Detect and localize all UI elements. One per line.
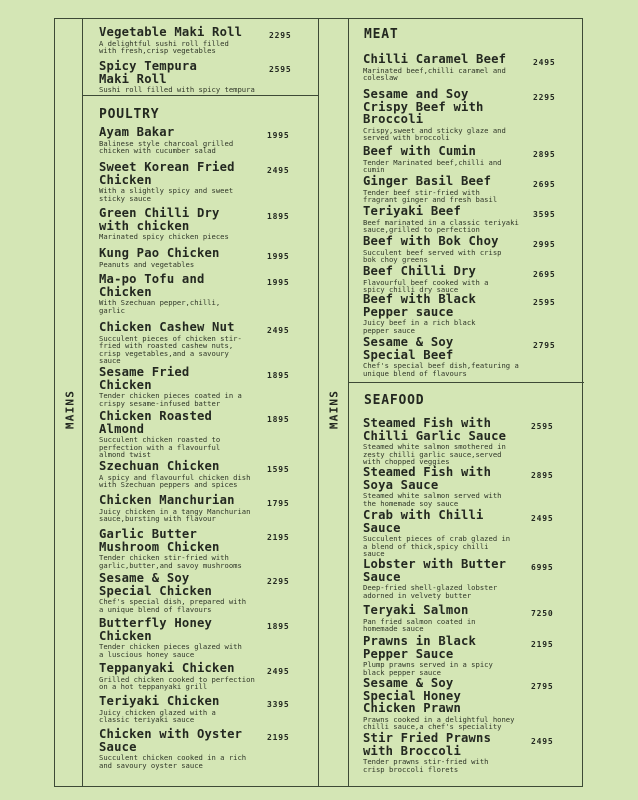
item-price: 1995: [267, 278, 290, 287]
item-description: Beef marinated in a classic teriyaki sauce,grilled to perfection: [363, 217, 519, 235]
item-price: 2195: [267, 733, 290, 742]
item-name: Spicy Tempura Maki Roll: [99, 59, 197, 86]
item-price: 1895: [267, 622, 290, 631]
menu-item: [363, 417, 533, 466]
item-name: Prawns in Black Pepper Sauce: [363, 634, 477, 661]
item-name: Lobster with Butter Sauce: [363, 557, 507, 584]
item-description: Steamed white salmon served with the homemade soy sauce: [363, 491, 502, 508]
item-description: Chef's special dish, prepared with a unique blend of flavours: [99, 597, 247, 614]
item-name: Sesame & Soy Special Honey Chicken Prawn: [363, 676, 461, 715]
item-price: 1895: [267, 212, 290, 221]
right-section-divider: [349, 382, 584, 383]
menu-item: [99, 366, 264, 407]
item-price: 2295: [269, 31, 292, 40]
item-description: Succulent chicken roasted to perfection with a flavourful almond twist: [99, 435, 221, 460]
menu-item: [99, 572, 264, 613]
item-description: Succulent beef served with crisp bok choy greens: [363, 247, 502, 265]
item-name: Sesame & Soy Special Beef: [363, 335, 454, 362]
item-price: 2595: [533, 298, 556, 307]
item-name: Crab with Chilli Sauce: [363, 508, 484, 535]
item-price: 3395: [267, 700, 290, 709]
item-description: Tender prawns stir-fried with crisp broccoli florets: [363, 757, 489, 774]
item-name: Chicken Cashew Nut: [99, 320, 235, 334]
menu-item: [99, 247, 264, 268]
item-name: Ma-po Tofu and Chicken: [99, 272, 205, 299]
item-price: 7250: [531, 609, 554, 618]
item-description: Juicy chicken in a tangy Manchurian sauce,bursting with flavour: [99, 506, 251, 524]
item-name: Garlic Butter Mushroom Chicken: [99, 527, 220, 554]
item-price: 2895: [531, 471, 554, 480]
item-name: Beef with Cumin: [363, 144, 477, 158]
item-name: Teppanyaki Chicken: [99, 661, 235, 675]
item-name: Green Chilli Dry with chicken: [99, 206, 220, 233]
left-section-divider: [83, 95, 318, 96]
item-price: 2795: [533, 341, 556, 350]
item-price: 2495: [267, 166, 290, 175]
item-description: Tender chicken stir-fried with garlic,butter,and savoy mushrooms: [99, 553, 242, 570]
item-description: With Szechuan pepper,chilli, garlic: [99, 298, 221, 315]
item-description: Sushi roll filled with spicy tempura: [99, 85, 255, 94]
item-description: Flavourful beef cooked with a spicy chilli dry sauce: [363, 277, 489, 295]
item-name: Sesame Fried Chicken: [99, 365, 190, 392]
item-price: 1795: [267, 499, 290, 508]
item-price: 2495: [267, 326, 290, 335]
item-name: Chilli Caramel Beef: [363, 52, 507, 66]
item-name: Ginger Basil Beef: [363, 174, 492, 188]
item-description: Marinated beef,chilli caramel and coleslaw: [363, 65, 506, 83]
item-description: Succulent pieces of crab glazed in a blend of thick,spicy chilli sauce: [363, 534, 511, 559]
menu-item: [99, 26, 264, 55]
menu-item: [99, 460, 264, 489]
item-description: Juicy chicken glazed with a classic teriyaki sauce: [99, 707, 216, 725]
item-description: Juicy beef in a rich black pepper sauce: [363, 318, 476, 335]
item-name: Szechuan Chicken: [99, 459, 220, 473]
menu-item: [99, 662, 264, 691]
item-name: Teriyaki Beef: [363, 204, 461, 218]
menu-item: [99, 321, 264, 365]
menu-item: [99, 126, 264, 155]
menu-item: [363, 175, 533, 204]
menu-item: [99, 728, 264, 769]
item-price: 2495: [267, 667, 290, 676]
item-description: Prawns cooked in a delightful honey chilli sauce,a chef's speciality: [363, 714, 515, 732]
item-price: 2295: [267, 577, 290, 586]
menu-item: [99, 410, 264, 459]
right-divider: [348, 19, 349, 786]
item-description: Peanuts and vegetables: [99, 259, 195, 269]
item-description: Crispy,sweet and sticky glaze and served with broccoli: [363, 125, 506, 143]
item-name: Stir Fried Prawns with Broccoli: [363, 731, 492, 758]
item-description: Plump prawns served in a spicy black pepper sauce: [363, 660, 493, 677]
item-price: 2495: [533, 58, 556, 67]
item-description: With a slightly spicy and sweet sticky sauce: [99, 186, 234, 203]
item-price: 3595: [533, 210, 556, 219]
menu-item: [363, 293, 533, 334]
item-price: 1595: [267, 465, 290, 474]
item-price: 2695: [533, 270, 556, 279]
menu-item: [363, 466, 533, 507]
item-description: Marinated spicy chicken pieces: [99, 232, 229, 241]
item-description: Steamed white salmon smothered in zesty chilli garlic sauce,served with chopped veggies: [363, 442, 506, 467]
item-name: Steamed Fish with Soya Sauce: [363, 465, 492, 492]
item-price: 2495: [531, 514, 554, 523]
menu-item: [363, 558, 533, 599]
mains-label-left: MAINS: [63, 389, 77, 430]
item-description: Tender chicken pieces glazed with a luscious honey sauce: [99, 642, 242, 659]
item-name: Steamed Fish with Chilli Garlic Sauce: [363, 416, 507, 443]
item-name: Sweet Korean Fried Chicken: [99, 160, 235, 187]
left-divider: [82, 19, 83, 786]
item-price: 2195: [267, 533, 290, 542]
item-name: Sesame & Soy Special Chicken: [99, 571, 213, 598]
item-price: 2595: [269, 65, 292, 74]
item-price: 1895: [267, 415, 290, 424]
item-price: 2495: [531, 737, 554, 746]
menu-item: [99, 695, 264, 724]
menu-item: [363, 265, 533, 294]
menu-item: [363, 336, 533, 377]
item-price: 2295: [533, 93, 556, 102]
item-description: A delightful sushi roll filled with fresh,crisp vegetables: [99, 38, 229, 56]
menu-item: [363, 88, 533, 142]
menu-item: [363, 509, 533, 558]
item-price: 2595: [531, 422, 554, 431]
item-price: 2795: [531, 682, 554, 691]
item-name: Chicken Manchurian: [99, 493, 235, 507]
menu-item: [99, 273, 264, 314]
menu-item: [363, 205, 533, 234]
menu-item: [363, 604, 533, 633]
item-name: Beef with Bok Choy: [363, 234, 499, 248]
item-name: Beef with Black Pepper sauce: [363, 292, 477, 319]
menu-item: [363, 635, 533, 676]
menu-item: [99, 161, 264, 202]
item-description: Balinese style charcoal grilled chicken with cucumber salad: [99, 138, 234, 156]
item-name: Chicken with Oyster Sauce: [99, 727, 243, 754]
item-price: 1995: [267, 131, 290, 140]
seafood-title: SEAFOOD: [364, 393, 425, 408]
menu-item: [363, 235, 533, 264]
menu-item: [99, 528, 264, 569]
item-name: Beef Chilli Dry: [363, 264, 477, 278]
item-name: Ayam Bakar: [99, 125, 175, 139]
item-price: 1895: [267, 371, 290, 380]
item-description: Deep-fried shell-glazed lobster adorned in velvety butter: [363, 583, 498, 600]
item-price: 2895: [533, 150, 556, 159]
item-name: Kung Pao Chicken: [99, 246, 220, 260]
item-price: 2195: [531, 640, 554, 649]
menu-item: [99, 494, 264, 523]
item-description: Succulent chicken cooked in a rich and savoury oyster sauce: [99, 753, 247, 770]
item-description: Succulent pieces of chicken stir- fried with roasted cashew nuts, crisp vegetables,and a savoury sauce: [99, 333, 242, 366]
menu-item: [99, 617, 264, 658]
menu-item: [99, 60, 264, 94]
item-description: Tender chicken pieces coated in a crispy sesame-infused batter: [99, 391, 242, 408]
item-name: Vegetable Maki Roll: [99, 25, 243, 39]
mains-label-right: MAINS: [327, 389, 341, 430]
menu-item: [363, 732, 533, 773]
item-name: Chicken Roasted Almond: [99, 409, 213, 436]
item-price: 1995: [267, 252, 290, 261]
menu-item: [363, 53, 533, 82]
menu-item: [99, 207, 264, 241]
item-description: Tender Marinated beef,chilli and cumin: [363, 157, 502, 175]
center-divider: [318, 19, 319, 786]
meat-title: MEAT: [364, 27, 399, 42]
item-description: Chef's special beef dish,featuring a unique blend of flavours: [363, 361, 519, 378]
item-description: A spicy and flavourful chicken dish with Szechuan peppers and spices: [99, 472, 251, 490]
poultry-title: POULTRY: [99, 107, 160, 122]
item-name: Teryaki Salmon: [363, 603, 469, 617]
item-price: 6995: [531, 563, 554, 572]
item-name: Sesame and Soy Crispy Beef with Broccoli: [363, 87, 484, 126]
item-name: Butterfly Honey Chicken: [99, 616, 213, 643]
item-name: Teriyaki Chicken: [99, 694, 220, 708]
item-description: Tender beef stir-fried with fragrant ginger and fresh basil: [363, 187, 498, 205]
menu-item: [363, 145, 533, 174]
item-price: 2995: [533, 240, 556, 249]
item-description: Pan fried salmon coated in homemade sauce: [363, 616, 476, 634]
menu-item: [363, 677, 533, 731]
item-description: Grilled chicken cooked to perfection on a hot teppanyaki grill: [99, 674, 255, 692]
item-price: 2695: [533, 180, 556, 189]
